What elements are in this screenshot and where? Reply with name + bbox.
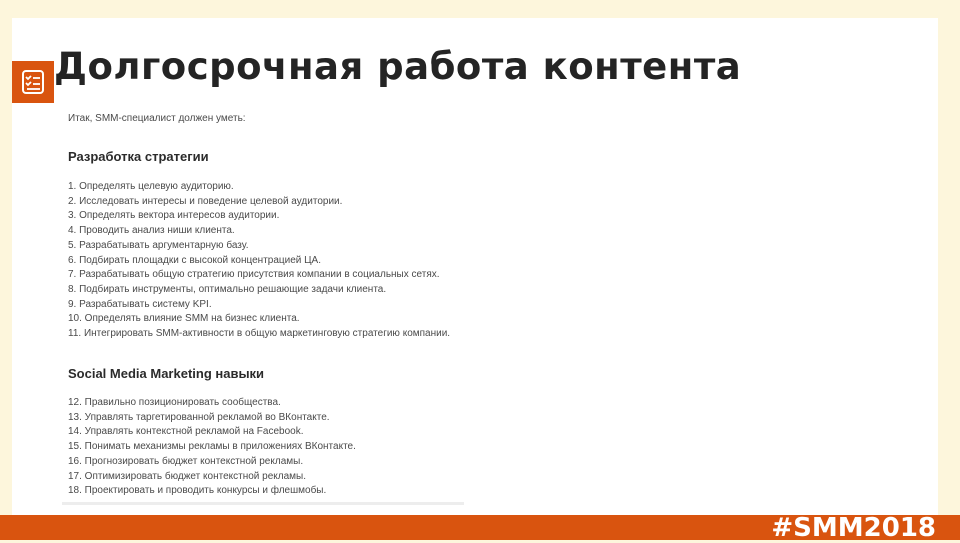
list-item: 11. Интегрировать SMM-активности в общую маркетинговую стратегию компании. (68, 328, 451, 340)
intro-text: Итак, SMM-специалист должен уметь: (68, 113, 246, 124)
embedded-screenshot (62, 106, 464, 505)
checklist-icon (19, 68, 47, 96)
list-item: 15. Понимать механизмы рекламы в приложениях ВКонтакте. (68, 441, 356, 453)
smm-skills-list (68, 396, 356, 499)
list-item: 5. Разрабатывать аргументарную базу. (68, 239, 249, 251)
strategy-list (68, 180, 450, 342)
section-heading-smm-skills: Social Media Marketing навыки (68, 366, 265, 381)
list-item: 1. Определять целевую аудиторию. (68, 181, 234, 192)
list-item: 4. Проводить анализ ниши клиента. (68, 225, 235, 237)
section-heading-strategy: Разработка стратегии (68, 149, 209, 164)
list-item: 17. Оптимизировать бюджет контекстной рекламы. (68, 470, 306, 482)
list-item: 2. Исследовать интересы и поведение целевой аудитории. (68, 195, 343, 207)
list-item: 3. Определять вектора интересов аудитории. (68, 210, 280, 222)
list-item: 10. Определять влияние SMM на бизнес клиента. (68, 313, 300, 325)
footer-bar (0, 513, 960, 543)
list-item: 7. Разрабатывать общую стратегию присутствия компании в социальных сетях. (68, 269, 440, 281)
list-item: 13. Управлять таргетированной рекламой во ВКонтакте. (68, 411, 330, 423)
list-item: 6. Подбирать площадки с высокой концентрацией ЦА. (68, 254, 321, 266)
list-item: 9. Разрабатывать систему KPI. (68, 298, 212, 310)
list-item: 16. Прогнозировать бюджет контекстной рекламы. (68, 455, 304, 467)
title-icon-box (12, 61, 54, 103)
list-item: 14. Управлять контекстной рекламой на Facebook. (68, 426, 304, 438)
list-item: 12. Правильно позиционировать сообщества. (68, 397, 281, 408)
slide-title: Долгосрочная работа контента (54, 45, 742, 88)
list-item: 8. Подбирать инструменты, оптимально решающие задачи клиента. (68, 283, 387, 295)
list-item: 18. Проектировать и проводить конкурсы и флешмобы. (68, 485, 327, 497)
hashtag-label: #SMM2018 (771, 513, 936, 543)
